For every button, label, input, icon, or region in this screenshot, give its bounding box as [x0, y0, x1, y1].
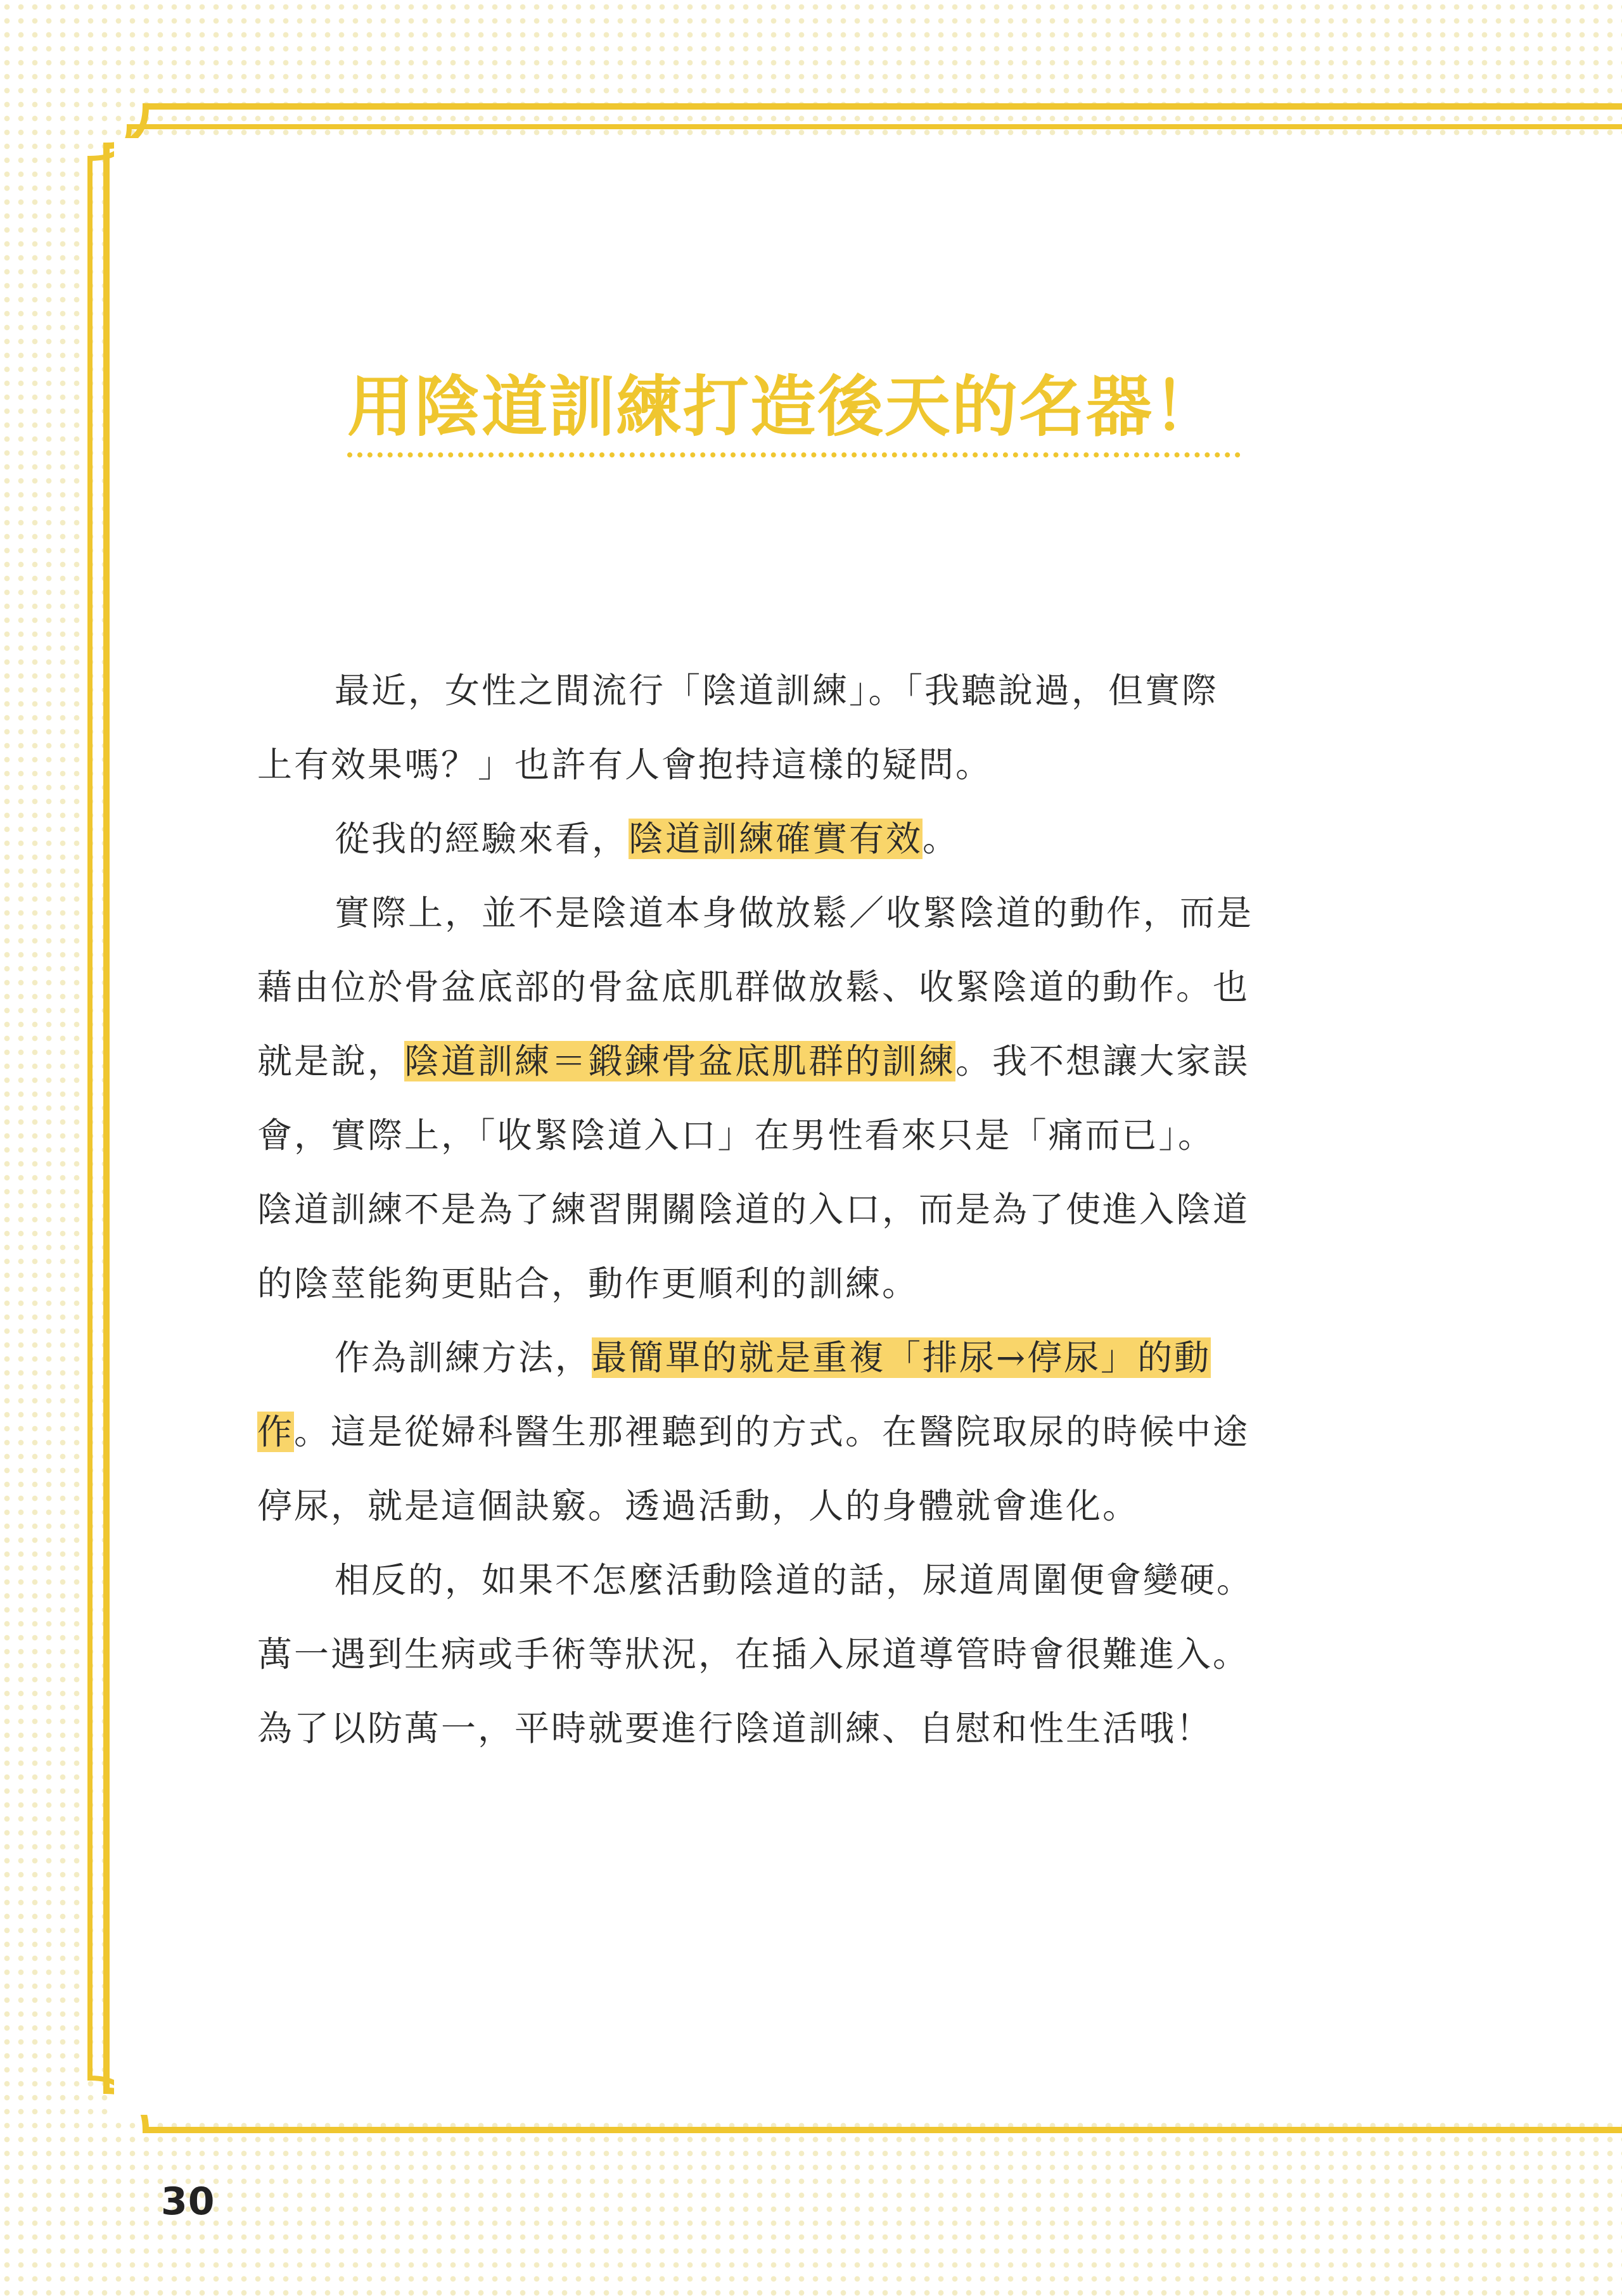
paragraph-line: 萬一遇到生病或手術等狀況，在插入尿道導管時會很難進入。 — [257, 1634, 1250, 1674]
text-run: 作為訓練方法， — [335, 1337, 592, 1378]
paragraph-line: 的陰莖能夠更貼合，動作更順利的訓練。 — [257, 1263, 919, 1304]
paragraph-line: 會，實際上，「收緊陰道入口」在男性看來只是「痛而已」。 — [257, 1115, 1215, 1156]
heading-block — [347, 362, 1247, 457]
highlighted-text: 陰道訓練確實有效 — [629, 819, 923, 859]
paragraph-line: 陰道訓練不是為了練習開關陰道的入口，而是為了使進入陰道 — [257, 1189, 1250, 1230]
paragraph-line — [257, 802, 1334, 876]
text-run: 就是說， — [257, 1041, 405, 1081]
paragraph-line: 藉由位於骨盆底部的骨盆底肌群做放鬆、收緊陰道的動作。也 — [257, 967, 1250, 1007]
paragraph-line — [257, 1321, 1334, 1395]
highlighted-text: 最簡單的就是重複「排尿→停尿」的動 — [592, 1337, 1211, 1378]
body-text — [257, 654, 1334, 1766]
highlighted-text: 陰道訓練＝鍛鍊骨盆底肌群的訓練 — [404, 1041, 956, 1081]
paragraph-line: 相反的，如果不怎麼活動陰道的話，尿道周圍便會變硬。 — [335, 1560, 1254, 1600]
text-run: 從我的經驗來看， — [335, 819, 629, 859]
paragraph-line: 實際上，並不是陰道本身做放鬆／收緊陰道的動作，而是 — [335, 893, 1254, 933]
text-run: 。 — [923, 819, 960, 859]
paragraph-line: 上有效果嗎？」也許有人會抱持這樣的疑問。 — [257, 744, 993, 785]
paragraph-line — [257, 1395, 1334, 1469]
title-dotted-underline — [347, 452, 1241, 457]
paragraph-line — [257, 1024, 1334, 1099]
text-run: 。我不想讓大家誤 — [955, 1041, 1250, 1081]
highlighted-text: 作 — [257, 1412, 295, 1452]
page-title: 用陰道訓練打造後天的名器！ — [347, 368, 1221, 445]
paragraph-line: 為了以防萬一，平時就要進行陰道訓練、自慰和性生活哦！ — [257, 1708, 1213, 1749]
text-run: 。這是從婦科醫生那裡聽到的方式。在醫院取尿的時候中途 — [294, 1412, 1250, 1452]
paragraph-line: 停尿，就是這個訣竅。透過活動，人的身體就會進化。 — [257, 1486, 1140, 1526]
page-number: 30 — [161, 2179, 215, 2224]
paragraph-line: 最近，女性之間流行「陰道訓練」。「我聽說過，但實際 — [335, 670, 1219, 711]
